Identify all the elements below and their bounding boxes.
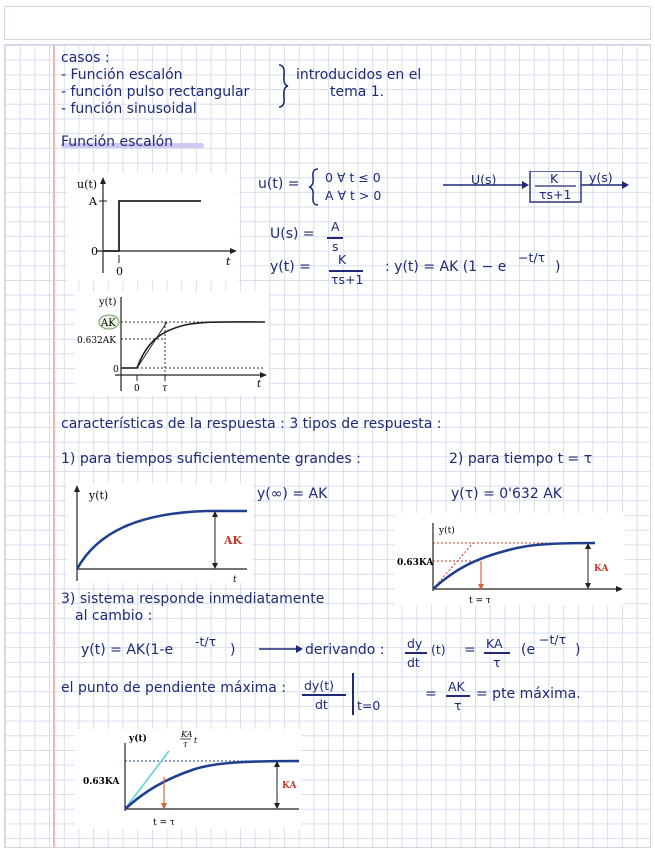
chars-heading: características de la respuesta : 3 tipos de respuesta : (61, 416, 442, 432)
ut-lhs: u(t) = (258, 176, 300, 192)
slope-plot (75, 729, 301, 829)
item3-line2: al cambio : (75, 608, 153, 624)
slope-t-label: t = τ (153, 818, 175, 828)
tau-t-label: t = τ (469, 596, 491, 605)
ak-num: AK (448, 679, 465, 694)
slope-num: dy(t) (304, 678, 334, 693)
ys-den: τs+1 (331, 272, 364, 287)
response-x0-label: 0 (134, 384, 140, 394)
response-632-label: 0.632AK (77, 336, 116, 346)
chars-item1: 1) para tiempos suficientemente grandes : (61, 451, 361, 467)
slope-den: dt (315, 697, 328, 712)
tau-ylabel: y(t) (439, 526, 455, 536)
dy-num: dy (407, 636, 423, 651)
response-ylabel: y(t) (99, 297, 117, 308)
intro-line1: casos : (61, 50, 110, 66)
Us-den: s (332, 239, 339, 254)
large-ylabel: y(t) (89, 489, 109, 502)
item3-line1: 3) sistema responde inmediatamente (61, 591, 325, 607)
top-toolbar (4, 6, 651, 40)
ak-den: τ (454, 698, 462, 713)
slope-label: el punto de pendiente máxima : (61, 680, 287, 696)
response-xlabel: t (257, 379, 262, 390)
block-output-label: y(s) (589, 170, 613, 185)
derive-arrow (257, 643, 305, 655)
block-num: K (550, 171, 559, 186)
exp-close: ) (575, 642, 581, 658)
intro-line4: - función sinusoidal (61, 101, 197, 117)
slope-eval: t=0 (357, 698, 381, 713)
step-zero-x: 0 (116, 265, 123, 278)
yt-exponent: −t/τ (518, 250, 546, 265)
eq-close: ) (230, 642, 236, 658)
dy-t: (t) (431, 642, 446, 657)
yt-close: ) (555, 259, 561, 275)
slope-ylabel: y(t) (129, 734, 147, 744)
ka-num: KA (486, 636, 503, 651)
eq-left: y(t) = AK(1-e (81, 642, 174, 658)
step-ylabel: u(t) (77, 178, 98, 191)
dy-eq: = (464, 642, 476, 658)
eval-bar (352, 673, 354, 715)
ys-lhs: y(t) = (270, 259, 311, 275)
exp-part: (e (521, 642, 536, 658)
large-time-plot (67, 483, 252, 583)
slope-tan-t: t (194, 736, 198, 745)
y-infinity: y(∞) = AK (257, 486, 328, 502)
intro-brace-text2: tema 1. (330, 84, 385, 100)
y-tau: y(τ) = 0'632 AK (451, 486, 562, 502)
response-zero-label: 0 (113, 365, 119, 375)
tau-plot (395, 513, 625, 605)
curly-brace (275, 63, 291, 109)
tau-63-label: 0.63KA (397, 558, 434, 568)
intro-line3: - función pulso rectangular (61, 84, 250, 100)
chars-item2: 2) para tiempo t = τ (449, 451, 593, 467)
intro-line2: - Función escalón (61, 67, 183, 83)
margin-line (53, 45, 55, 847)
slope-eq: = (425, 686, 437, 702)
block-input-label: U(s) (471, 172, 497, 187)
case-brace (307, 167, 321, 207)
response-AK-label: AK (101, 318, 116, 329)
ys-num: K (338, 252, 347, 267)
intro-brace-text1: introducidos en el (296, 67, 422, 83)
step-A-label: A (89, 195, 97, 208)
section-title-escalon: Función escalón (61, 134, 174, 150)
large-AK-label: AK (224, 534, 243, 547)
eq-exp: -t/τ (195, 634, 217, 649)
slope-tan-num: KA (181, 730, 193, 739)
ka-den: τ (493, 655, 501, 670)
block-den: τs+1 (539, 187, 572, 202)
slope-tan-den: τ (183, 740, 188, 749)
dy-den: dt (407, 655, 420, 670)
slope-63-label: 0.63KA (83, 777, 120, 787)
yt-expression: : y(t) = AK (1 − e (385, 259, 507, 275)
slope-end: = pte máxima. (476, 686, 581, 702)
derivando-label: derivando : (305, 642, 385, 658)
step-input-plot (67, 173, 239, 281)
step-xlabel: t (226, 255, 231, 268)
large-xlabel: t (233, 575, 237, 583)
slope-KA-label: KA (282, 781, 297, 791)
notebook-page (4, 44, 651, 848)
step-zero-y: 0 (91, 245, 98, 258)
response-plot (75, 291, 269, 395)
case-2: A ∀ t > 0 (325, 188, 382, 203)
case-1: 0 ∀ t ≤ 0 (325, 170, 381, 185)
Us-num: A (331, 219, 340, 234)
exp-exp: −t/τ (539, 632, 567, 647)
response-tau-label: τ (162, 383, 168, 394)
tau-KA-label: KA (594, 564, 609, 574)
Us-lhs: U(s) = (270, 226, 315, 242)
